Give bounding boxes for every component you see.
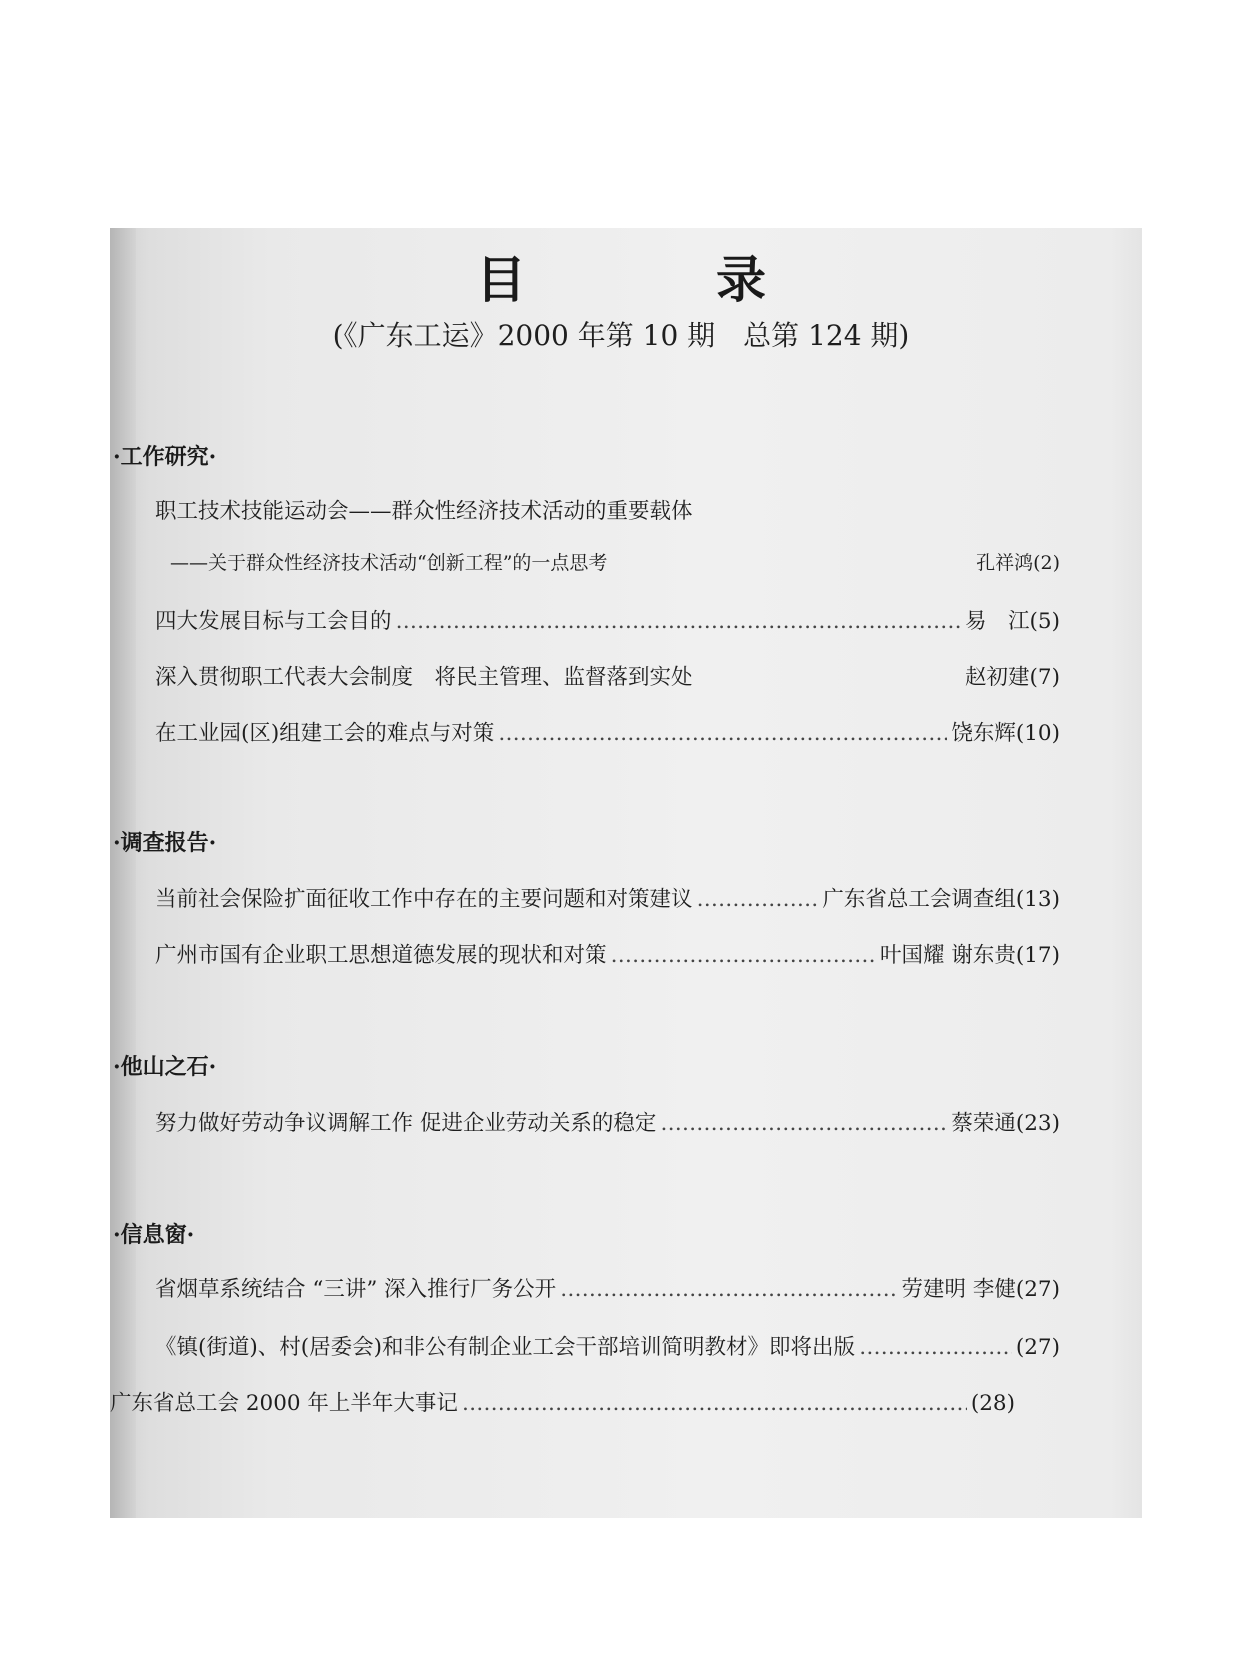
entry-title: 四大发展目标与工会目的 (155, 609, 392, 634)
entry-page: (7) (1029, 665, 1060, 690)
entry-title: 深入贯彻职工代表大会制度 将民主管理、监督落到实处 (155, 665, 693, 690)
toc-entry (155, 1272, 1060, 1303)
entry-title: 职工技术技能运动会——群众性经济技术活动的重要载体 (155, 499, 693, 524)
leader-dots (560, 1277, 897, 1302)
entry-page: (27) (1015, 1277, 1060, 1302)
leader-dots (611, 943, 877, 968)
section-heading-survey-report: ·调查报告· (113, 830, 217, 856)
entry-title: 广东省总工会 2000 年上半年大事记 (110, 1391, 458, 1416)
entry-page: (23) (1015, 1111, 1060, 1136)
section-heading-info-window: ·信息窗· (113, 1222, 195, 1248)
toc-entry (170, 548, 1060, 575)
section-heading-other-mountain: ·他山之石· (113, 1054, 217, 1080)
entry-author: 赵初建 (965, 665, 1030, 690)
issue-subtitle: (《广东工运》2000 年第 10 期 总第 124 期) (332, 319, 910, 352)
leader-dots (697, 887, 819, 912)
entry-page: (17) (1015, 943, 1060, 968)
page-title: 目 录 (476, 250, 836, 309)
leader-dots (660, 1111, 947, 1136)
entry-page: (10) (1015, 721, 1060, 746)
leader-dots (396, 609, 962, 634)
toc-entry (155, 938, 1060, 969)
toc-entry (155, 882, 1060, 913)
leader-dots (498, 721, 947, 746)
entry-author: 饶东辉 (951, 721, 1016, 746)
entry-author: 劳建明 李健 (901, 1277, 1016, 1302)
scanned-background (110, 228, 1142, 1518)
entry-title: 当前社会保险扩面征收工作中存在的主要问题和对策建议 (155, 887, 693, 912)
toc-entry (155, 716, 1060, 747)
entry-author: 蔡荣通 (951, 1111, 1016, 1136)
entry-author: 广东省总工会调查组 (822, 887, 1016, 912)
entry-page: (28) (970, 1391, 1015, 1416)
section-heading-work-research: ·工作研究· (113, 444, 217, 470)
toc-entry (155, 1330, 1060, 1361)
leader-dots (462, 1391, 967, 1416)
entry-page: (27) (1015, 1335, 1060, 1360)
entry-title: 广州市国有企业职工思想道德发展的现状和对策 (155, 943, 607, 968)
entry-page: (5) (1029, 609, 1060, 634)
entry-author: 叶国耀 谢东贵 (880, 943, 1016, 968)
entry-page: (2) (1033, 552, 1060, 574)
entry-title: 努力做好劳动争议调解工作 促进企业劳动关系的稳定 (155, 1111, 657, 1136)
entry-title: 《镇(街道)、村(居委会)和非公有制企业工会干部培训简明教材》即将出版 (155, 1335, 856, 1360)
toc-entry (155, 604, 1060, 635)
scan-shadow-edge (110, 228, 136, 1518)
toc-entry (155, 660, 1060, 691)
toc-entry (155, 494, 1060, 525)
entry-title: ——关于群众性经济技术活动“创新工程”的一点思考 (170, 552, 608, 574)
toc-entry-final (110, 1386, 1015, 1417)
toc-entry (155, 1106, 1060, 1137)
entry-author: 易 江 (965, 609, 1030, 634)
entry-page: (13) (1015, 887, 1060, 912)
entry-title: 在工业园(区)组建工会的难点与对策 (155, 721, 495, 746)
entry-title: 省烟草系统结合 “三讲” 深入推行厂务公开 (155, 1277, 557, 1302)
leader-dots (859, 1335, 1012, 1360)
entry-author: 孔祥鸿 (976, 552, 1034, 574)
